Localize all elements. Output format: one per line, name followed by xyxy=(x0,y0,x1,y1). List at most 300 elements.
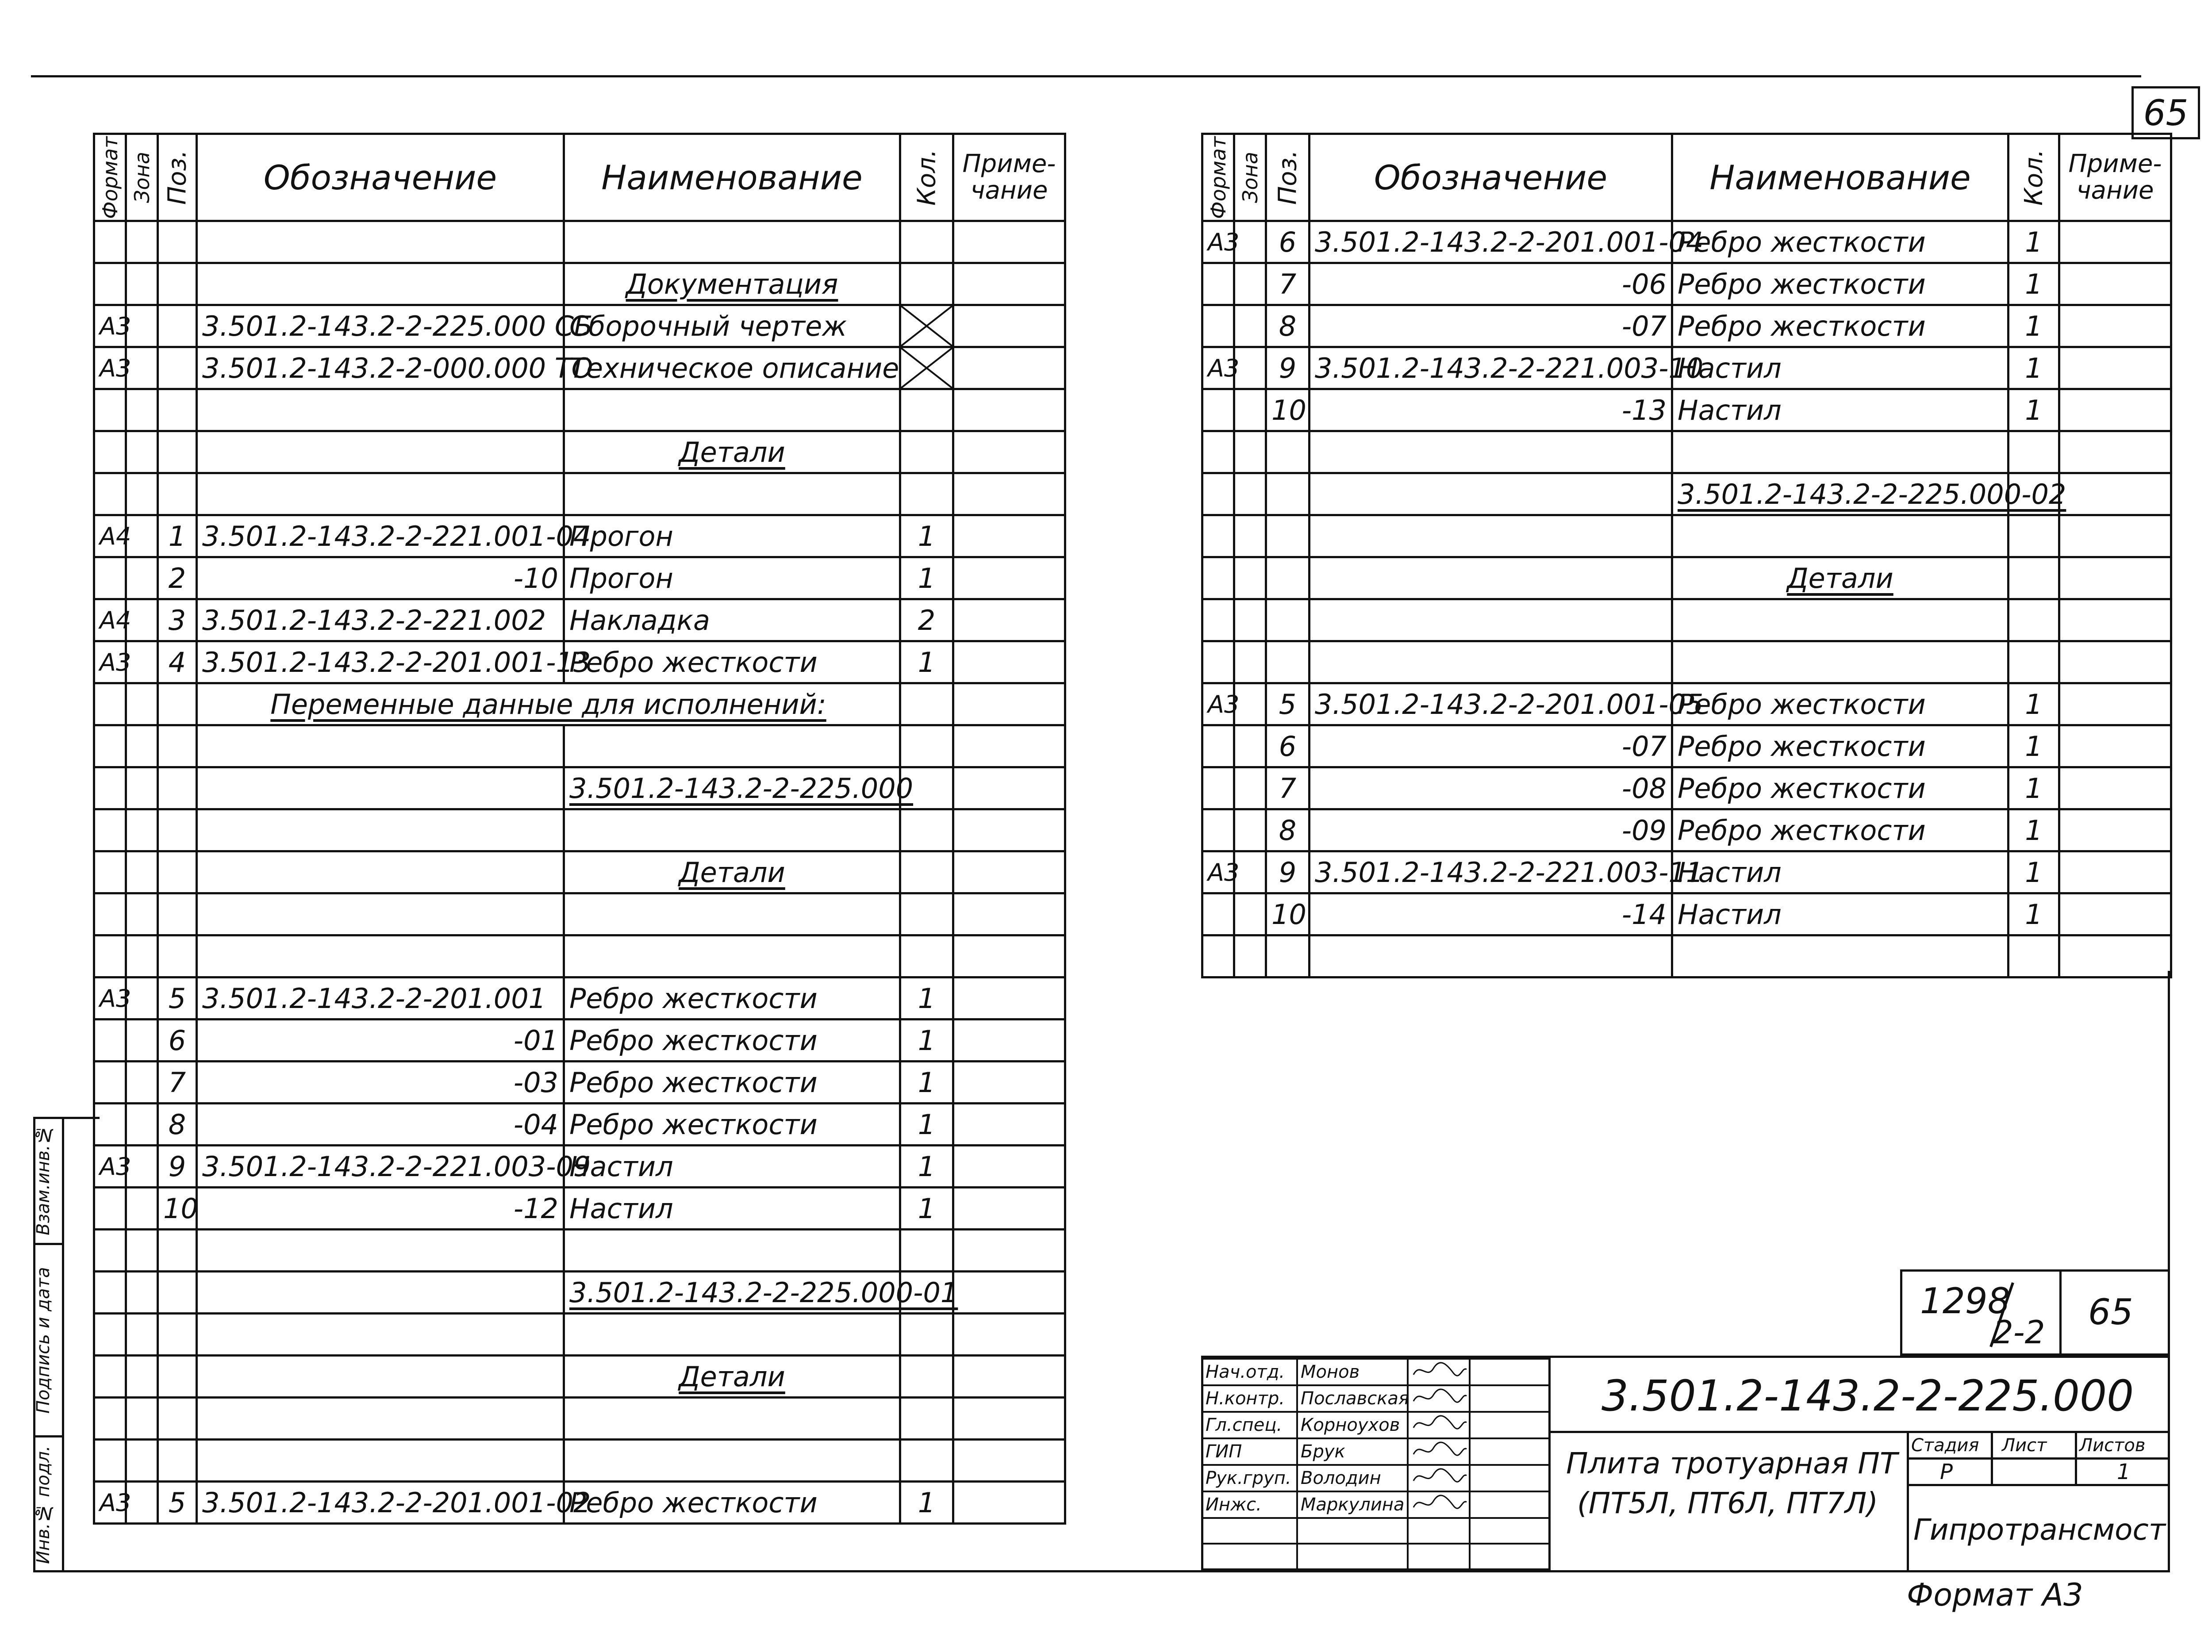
cell-format xyxy=(94,1104,126,1146)
date xyxy=(1470,1465,1549,1491)
cell-note xyxy=(2059,515,2171,557)
cell-note xyxy=(2059,431,2171,473)
cell-note xyxy=(953,767,1065,809)
cell-format xyxy=(94,1272,126,1314)
cell-format xyxy=(94,1356,126,1398)
col-name: Наименование xyxy=(1672,134,2008,221)
cell-zone xyxy=(126,1356,158,1398)
cell-qty xyxy=(900,1230,953,1272)
cell-name: Техническое описание xyxy=(564,347,900,389)
table-row xyxy=(1202,599,2171,641)
cell-name: Ребро жесткости xyxy=(564,1020,900,1062)
cell-zone xyxy=(126,725,158,767)
cell-pos: 6 xyxy=(1266,725,1310,767)
cell-name: Ребро жесткости xyxy=(564,1482,900,1524)
table-row xyxy=(1202,935,2171,977)
col-note: Приме- чание xyxy=(2059,134,2171,221)
cell-pos xyxy=(158,221,197,263)
table-row xyxy=(94,431,1065,473)
sheets-value: 1 xyxy=(2117,1460,2131,1484)
cell-note xyxy=(953,641,1065,683)
cell-note xyxy=(2059,263,2171,305)
table-row xyxy=(94,1398,1065,1440)
empty-cell xyxy=(1408,1544,1470,1569)
signature-scribble-icon xyxy=(1411,1439,1469,1460)
cell-note xyxy=(953,1230,1065,1272)
cell-qty xyxy=(900,809,953,851)
cell-name xyxy=(564,1398,900,1440)
cell-note xyxy=(953,1104,1065,1146)
cell-note xyxy=(953,515,1065,557)
cell-designation: -09 xyxy=(1310,809,1672,851)
cell-designation xyxy=(197,1440,564,1482)
cell-format xyxy=(1202,557,1234,599)
cell-zone xyxy=(126,683,158,725)
cell-pos xyxy=(158,935,197,977)
signature xyxy=(1408,1359,1470,1385)
table-row xyxy=(1202,809,2171,851)
cell-designation: -07 xyxy=(1310,725,1672,767)
cell-pos: 7 xyxy=(1266,767,1310,809)
person-name: Корноухов xyxy=(1297,1412,1408,1438)
cell-designation xyxy=(197,1398,564,1440)
cell-name: Накладка xyxy=(564,599,900,641)
cell-designation xyxy=(197,809,564,851)
cell-designation xyxy=(1310,557,1672,599)
cell-qty: 1 xyxy=(900,1146,953,1188)
cell-name: Ребро жесткости xyxy=(564,641,900,683)
cell-designation: -08 xyxy=(1310,767,1672,809)
table-row xyxy=(94,515,1065,557)
cell-zone xyxy=(126,389,158,431)
album-slash xyxy=(1982,1280,2022,1351)
cell-qty: 1 xyxy=(2008,809,2059,851)
table-row xyxy=(94,767,1065,809)
cell-qty xyxy=(900,683,953,725)
cell-format: А3 xyxy=(94,305,126,347)
cell-note xyxy=(953,809,1065,851)
cell-note xyxy=(2059,599,2171,641)
cell-note xyxy=(2059,935,2171,977)
table-row xyxy=(94,851,1065,893)
col-designation: Обозначение xyxy=(1310,134,1672,221)
cell-qty: 1 xyxy=(2008,263,2059,305)
table-row xyxy=(94,1188,1065,1230)
cell-name: Ребро жесткости xyxy=(1672,809,2008,851)
cell-designation xyxy=(1310,935,1672,977)
role: Гл.спец. xyxy=(1202,1412,1297,1438)
cell-pos xyxy=(158,347,197,389)
format-note: Формат А3 xyxy=(1907,1577,2083,1613)
cell-format xyxy=(94,1230,126,1272)
cell-designation xyxy=(1310,599,1672,641)
signature xyxy=(1408,1465,1470,1491)
cell-designation xyxy=(197,851,564,893)
cell-pos xyxy=(1266,935,1310,977)
cell-pos: 5 xyxy=(1266,683,1310,725)
cell-pos: 9 xyxy=(1266,851,1310,893)
cell-format: А4 xyxy=(94,599,126,641)
sheet-label: Лист xyxy=(2002,1435,2047,1456)
organization: Гипротрансмост xyxy=(1913,1513,2166,1547)
table-row xyxy=(1202,305,2171,347)
cell-qty xyxy=(900,473,953,515)
cell-qty: 1 xyxy=(900,1062,953,1104)
cell-zone xyxy=(126,1104,158,1146)
cell-note xyxy=(953,1146,1065,1188)
cell-zone xyxy=(1234,641,1266,683)
cell-qty xyxy=(900,851,953,893)
cell-qty: 1 xyxy=(900,1020,953,1062)
role: Рук.груп. xyxy=(1202,1465,1297,1491)
empty-cell xyxy=(1202,1518,1297,1544)
cell-designation: -03 xyxy=(197,1062,564,1104)
signature-row xyxy=(1202,1465,1549,1491)
cell-note xyxy=(953,725,1065,767)
cell-note xyxy=(2059,809,2171,851)
cell-format xyxy=(94,725,126,767)
cell-designation: 3.501.2-143.2-2-201.001 xyxy=(197,977,564,1020)
col-name: Наименование xyxy=(564,134,900,221)
cell-pos: 6 xyxy=(1266,221,1310,263)
cell-name: Настил xyxy=(1672,389,2008,431)
cell-format: А4 xyxy=(94,515,126,557)
cell-pos: 2 xyxy=(158,557,197,599)
signature-scribble-icon xyxy=(1411,1492,1469,1513)
cell-note xyxy=(2059,305,2171,347)
col-format: Формат xyxy=(1202,134,1234,221)
cell-zone xyxy=(126,1314,158,1356)
cell-pos xyxy=(158,1230,197,1272)
cell-zone xyxy=(1234,935,1266,977)
table-row xyxy=(1202,851,2171,893)
signature xyxy=(1408,1412,1470,1438)
cell-pos xyxy=(158,767,197,809)
signature-row xyxy=(1202,1491,1549,1518)
cell-pos xyxy=(158,851,197,893)
title-block xyxy=(1201,1269,2170,1572)
page-number: 65 xyxy=(2143,92,2189,134)
table-row xyxy=(94,1440,1065,1482)
cell-designation xyxy=(197,389,564,431)
section-heading: Детали xyxy=(679,436,785,468)
cell-zone xyxy=(1234,599,1266,641)
cell-qty xyxy=(900,1440,953,1482)
cell-zone xyxy=(126,1062,158,1104)
cell-zone xyxy=(126,1020,158,1062)
table-row xyxy=(1202,893,2171,935)
cell-pos xyxy=(158,725,197,767)
cell-name xyxy=(1672,473,2066,515)
table-row xyxy=(94,977,1065,1020)
cell-designation xyxy=(1310,431,1672,473)
cell-zone xyxy=(126,431,158,473)
cell-qty: 1 xyxy=(900,515,953,557)
cell-name xyxy=(1672,515,2008,557)
cell-pos xyxy=(158,683,197,725)
cell-format xyxy=(1202,893,1234,935)
cell-pos xyxy=(158,1440,197,1482)
cell-designation: 3.501.2-143.2-2-221.003-11 xyxy=(1310,851,1672,893)
title-line-1: Плита тротуарная ПТ xyxy=(1566,1446,1898,1480)
cell-name xyxy=(564,1230,900,1272)
cell-format xyxy=(1202,305,1234,347)
stage-label: Стадия xyxy=(1911,1435,1979,1456)
cell-designation xyxy=(197,263,564,305)
cell-qty xyxy=(2008,641,2059,683)
cell-pos: 8 xyxy=(1266,305,1310,347)
cell-designation: 3.501.2-143.2-2-221.002 xyxy=(197,599,564,641)
cell-zone xyxy=(1234,767,1266,809)
cell-zone xyxy=(126,1440,158,1482)
cell-qty: 1 xyxy=(2008,305,2059,347)
cell-name: Ребро жесткости xyxy=(1672,221,2008,263)
cell-name xyxy=(564,1314,900,1356)
cell-designation: 3.501.2-143.2-2-201.001-13 xyxy=(197,641,564,683)
section-heading: Переменные данные для исполнений: xyxy=(270,688,826,721)
table-row xyxy=(94,893,1065,935)
cell-qty: 1 xyxy=(2008,389,2059,431)
signature xyxy=(1408,1491,1470,1518)
cell-qty xyxy=(2008,599,2059,641)
cell-designation: -13 xyxy=(1310,389,1672,431)
cell-format xyxy=(1202,515,1234,557)
cell-format xyxy=(94,221,126,263)
cell-format xyxy=(94,263,126,305)
album-part: 2-2 xyxy=(1993,1314,2045,1351)
cell-zone xyxy=(1234,515,1266,557)
cell-qty xyxy=(2008,515,2059,557)
drawing-code: 3.501.2-143.2-2-225.000 xyxy=(1601,1371,2134,1421)
cell-qty: 1 xyxy=(900,977,953,1020)
section-heading: Детали xyxy=(679,1360,785,1393)
cell-designation: -06 xyxy=(1310,263,1672,305)
cell-qty xyxy=(900,935,953,977)
empty-cell xyxy=(1470,1544,1549,1569)
cell-pos: 6 xyxy=(158,1020,197,1062)
section-heading: Документация xyxy=(626,268,838,300)
cell-format xyxy=(94,473,126,515)
signatures-table xyxy=(1201,1358,1550,1570)
cross-mark-icon xyxy=(901,306,952,346)
table-row xyxy=(1202,641,2171,683)
cell-format xyxy=(94,1398,126,1440)
cell-designation: 3.501.2-143.2-2-221.003-09 xyxy=(197,1146,564,1188)
cross-mark-icon xyxy=(901,348,952,388)
table-row xyxy=(1202,515,2171,557)
col-qty: Кол. xyxy=(2008,134,2059,221)
cell-format xyxy=(94,683,126,725)
cell-zone xyxy=(1234,263,1266,305)
cell-format xyxy=(94,935,126,977)
cell-pos: 3 xyxy=(158,599,197,641)
cell-qty xyxy=(900,1356,953,1398)
cell-designation xyxy=(197,935,564,977)
table-row xyxy=(1202,557,2171,599)
side-inv-podl: Инв.№ подл. xyxy=(33,1445,54,1564)
cell-note xyxy=(953,1440,1065,1482)
cell-name: Ребро жесткости xyxy=(564,1104,900,1146)
cell-designation xyxy=(1310,641,1672,683)
cell-format: А3 xyxy=(94,641,126,683)
cell-name: Ребро жесткости xyxy=(1672,767,2008,809)
cell-zone xyxy=(1234,557,1266,599)
table-row xyxy=(94,1062,1065,1104)
table-row xyxy=(1202,431,2171,473)
cell-format xyxy=(94,1314,126,1356)
table-row xyxy=(1202,221,2171,263)
cell-pos: 7 xyxy=(158,1062,197,1104)
cell-note xyxy=(953,1356,1065,1398)
cell-designation: 3.501.2-143.2-2-225.000 СБ xyxy=(197,305,564,347)
cell-qty xyxy=(2008,431,2059,473)
cell-designation xyxy=(197,1356,564,1398)
cell-format xyxy=(1202,641,1234,683)
cell-zone xyxy=(126,557,158,599)
cell-zone xyxy=(126,1398,158,1440)
cell-pos xyxy=(1266,431,1310,473)
col-pos: Поз. xyxy=(1266,134,1310,221)
cell-name xyxy=(564,893,900,935)
person-name: Пославская xyxy=(1297,1385,1408,1412)
table-header xyxy=(1202,134,2171,221)
side-vzam: Взам.инв.№ xyxy=(33,1124,54,1235)
cell-zone xyxy=(1234,725,1266,767)
empty-cell xyxy=(1297,1518,1408,1544)
cell-designation: 3.501.2-143.2-2-201.001-04 xyxy=(1310,221,1672,263)
col-qty: Кол. xyxy=(900,134,953,221)
cell-qty: 1 xyxy=(2008,347,2059,389)
cell-designation xyxy=(197,1314,564,1356)
table-row xyxy=(94,935,1065,977)
stage-value: Р xyxy=(1940,1460,1953,1484)
cell-note xyxy=(953,935,1065,977)
cell-zone xyxy=(1234,893,1266,935)
cell-name xyxy=(564,1272,958,1314)
cell-name: Настил xyxy=(1672,893,2008,935)
col-note: Приме- чание xyxy=(953,134,1065,221)
cell-name xyxy=(564,389,900,431)
cell-note xyxy=(953,893,1065,935)
cell-qty xyxy=(900,725,953,767)
col-zone: Зона xyxy=(1234,134,1266,221)
cell-note xyxy=(2059,767,2171,809)
cell-pos xyxy=(1266,473,1310,515)
table-row xyxy=(1202,725,2171,767)
cell-qty xyxy=(900,263,953,305)
cell-note xyxy=(953,977,1065,1020)
cell-name xyxy=(1672,431,2008,473)
cell-name: Настил xyxy=(564,1146,900,1188)
spec-table-left xyxy=(93,133,1066,1525)
signature-row xyxy=(1202,1385,1549,1412)
signature-row xyxy=(1202,1359,1549,1385)
cell-format xyxy=(1202,767,1234,809)
cell-format: А3 xyxy=(1202,851,1234,893)
cell-zone xyxy=(1234,431,1266,473)
cell-designation: -10 xyxy=(197,557,564,599)
cell-zone xyxy=(126,263,158,305)
table-row xyxy=(94,1020,1065,1062)
cell-name: Ребро жесткости xyxy=(1672,725,2008,767)
cell-name xyxy=(564,431,900,473)
cell-name: Прогон xyxy=(564,515,900,557)
signature-row-empty xyxy=(1202,1518,1549,1544)
cell-name xyxy=(564,935,900,977)
cell-qty: 2 xyxy=(900,599,953,641)
cell-pos: 8 xyxy=(1266,809,1310,851)
cell-pos xyxy=(158,1398,197,1440)
cell-pos xyxy=(158,431,197,473)
cell-name: Прогон xyxy=(564,557,900,599)
cell-qty: 1 xyxy=(900,1482,953,1524)
cell-designation: 3.501.2-143.2-2-000.000 ТО xyxy=(197,347,564,389)
cell-note xyxy=(953,557,1065,599)
cell-note xyxy=(2059,347,2171,389)
cell-pos: 7 xyxy=(1266,263,1310,305)
cell-note xyxy=(953,221,1065,263)
cell-zone xyxy=(1234,473,1266,515)
cell-qty xyxy=(900,1398,953,1440)
cell-pos xyxy=(158,389,197,431)
cell-format: А3 xyxy=(94,1146,126,1188)
cell-qty: 1 xyxy=(900,557,953,599)
cell-pos xyxy=(158,305,197,347)
cell-name xyxy=(564,221,900,263)
album-number: 1298 xyxy=(1920,1280,2010,1322)
cell-note xyxy=(953,1188,1065,1230)
cell-zone xyxy=(1234,809,1266,851)
person-name: Маркулина xyxy=(1297,1491,1408,1518)
cell-qty xyxy=(900,221,953,263)
role: Нач.отд. xyxy=(1202,1359,1297,1385)
cell-note xyxy=(953,1314,1065,1356)
cell-pos: 5 xyxy=(158,1482,197,1524)
section-heading: 3.501.2-143.2-2-225.000 xyxy=(569,772,914,805)
cell-pos: 8 xyxy=(158,1104,197,1146)
cell-name: Ребро жесткости xyxy=(1672,263,2008,305)
cell-note xyxy=(2059,893,2171,935)
empty-cell xyxy=(1297,1544,1408,1569)
cell-designation xyxy=(1310,515,1672,557)
cell-note xyxy=(953,473,1065,515)
cell-format: А3 xyxy=(94,1482,126,1524)
cell-designation: 3.501.2-143.2-2-221.003-10 xyxy=(1310,347,1672,389)
table-row xyxy=(94,1272,1065,1314)
signature-scribble-icon xyxy=(1411,1360,1469,1380)
cell-zone xyxy=(126,767,158,809)
side-stamp xyxy=(33,1117,100,1572)
table-row xyxy=(94,809,1065,851)
cell-note xyxy=(953,1482,1065,1524)
table-row xyxy=(94,263,1065,305)
cell-note xyxy=(953,683,1065,725)
cell-qty-crossed xyxy=(900,347,953,389)
table-row xyxy=(1202,263,2171,305)
table-row xyxy=(1202,767,2171,809)
cell-qty: 1 xyxy=(2008,221,2059,263)
table-row xyxy=(94,599,1065,641)
cell-note xyxy=(953,389,1065,431)
signature-row xyxy=(1202,1412,1549,1438)
signature-row xyxy=(1202,1438,1549,1465)
table-row xyxy=(94,347,1065,389)
cell-note xyxy=(953,347,1065,389)
cell-pos xyxy=(1266,599,1310,641)
table-row xyxy=(94,389,1065,431)
cell-format xyxy=(94,767,126,809)
cell-name: Ребро жесткости xyxy=(1672,683,2008,725)
